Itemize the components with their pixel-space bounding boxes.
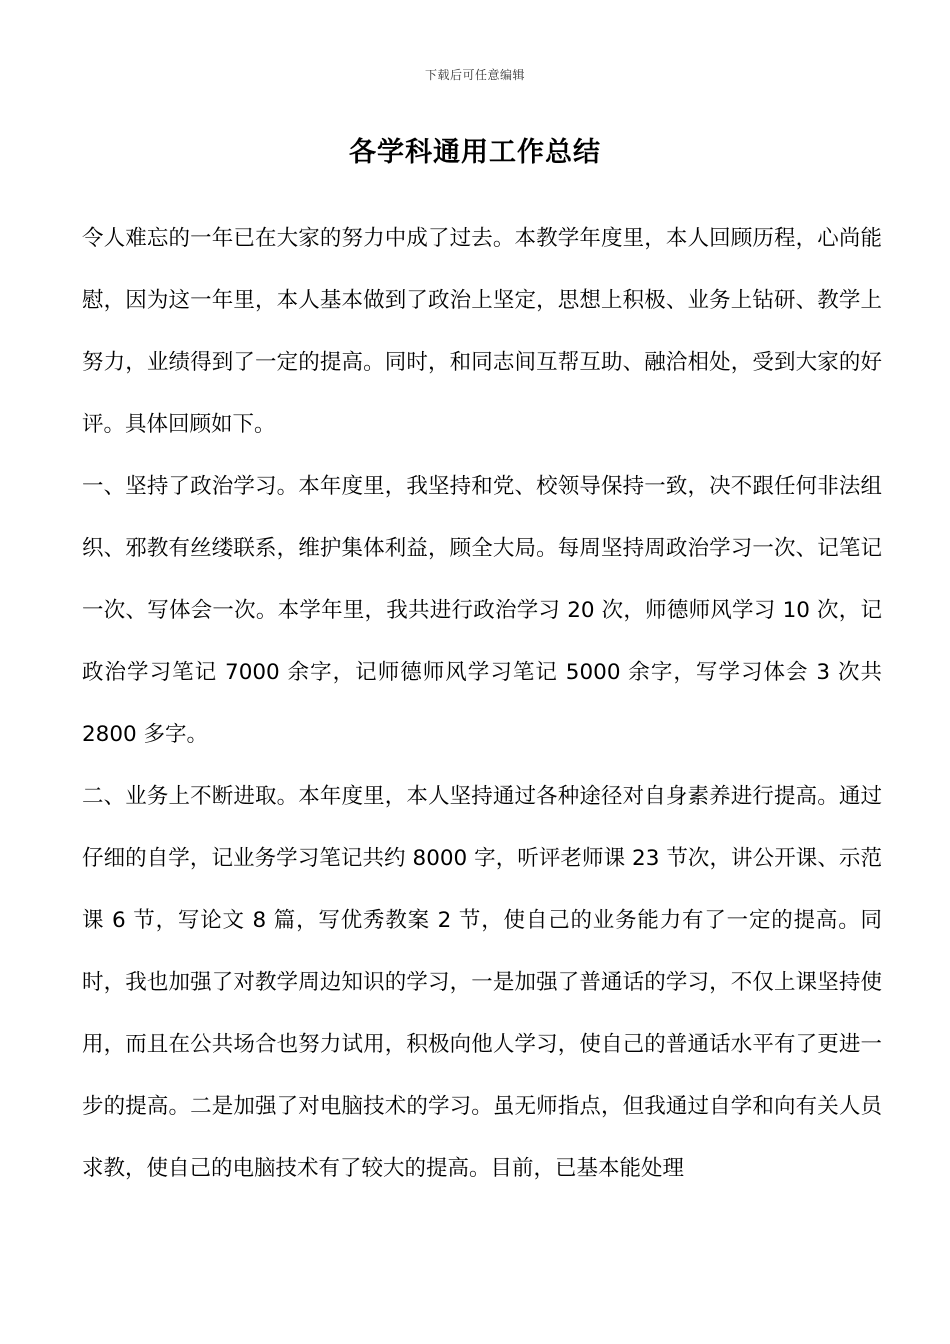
header-note: 下载后可任意编辑 bbox=[424, 68, 525, 82]
paragraph-politics: 一、坚持了政治学习。本年度里，我坚持和党、校领导保持一致，决不跟任何非法组织、邪教有丝缕联系，维护集体利益，顾全大局。每周坚持周政治学习一次、记笔记一次、写体会一次。本学年里，我共进行政治学习 20 次，师德师风学习 10 次，记政治学习笔记 7000 余字，记师德师风学习笔记 5000 余字，写学习体会 3 次共 2800 多字。 bbox=[82, 474, 882, 747]
paragraph-professional: 二、业务上不断进取。本年度里，本人坚持通过各种途径对自身素养进行提高。通过仔细的自学，记业务学习笔记共约 8000 字，听评老师课 23 节次，讲公开课、示范课 6 节，写论文 8 篇，写优秀教案 2 节，使自己的业务能力有了一定的提高。同时，我也加强了对教学周边知识的学习，一是加强了普通话的学习，不仅上课坚持使用，而且在公共场合也努力试用，积极向他人学习，使自己的普通话水平有了更进一步的提高。二是加强了对电脑技术的学习。虽无师指点，但我通过自学和向有关人员求教，使自己的电脑技术有了较大的提高。目前，已基本能处理 bbox=[82, 784, 882, 1181]
paragraph-intro: 令人难忘的一年已在大家的努力中成了过去。本教学年度里，本人回顾历程，心尚能慰，因为这一年里，本人基本做到了政治上坚定，思想上积极、业务上钻研、教学上努力，业绩得到了一定的提高。同时，和同志间互帮互助、融洽相处，受到大家的好评。具体回顾如下。 bbox=[82, 226, 882, 437]
document-body bbox=[82, 208, 882, 1200]
document-title: 各学科通用工作总结 bbox=[349, 137, 601, 168]
